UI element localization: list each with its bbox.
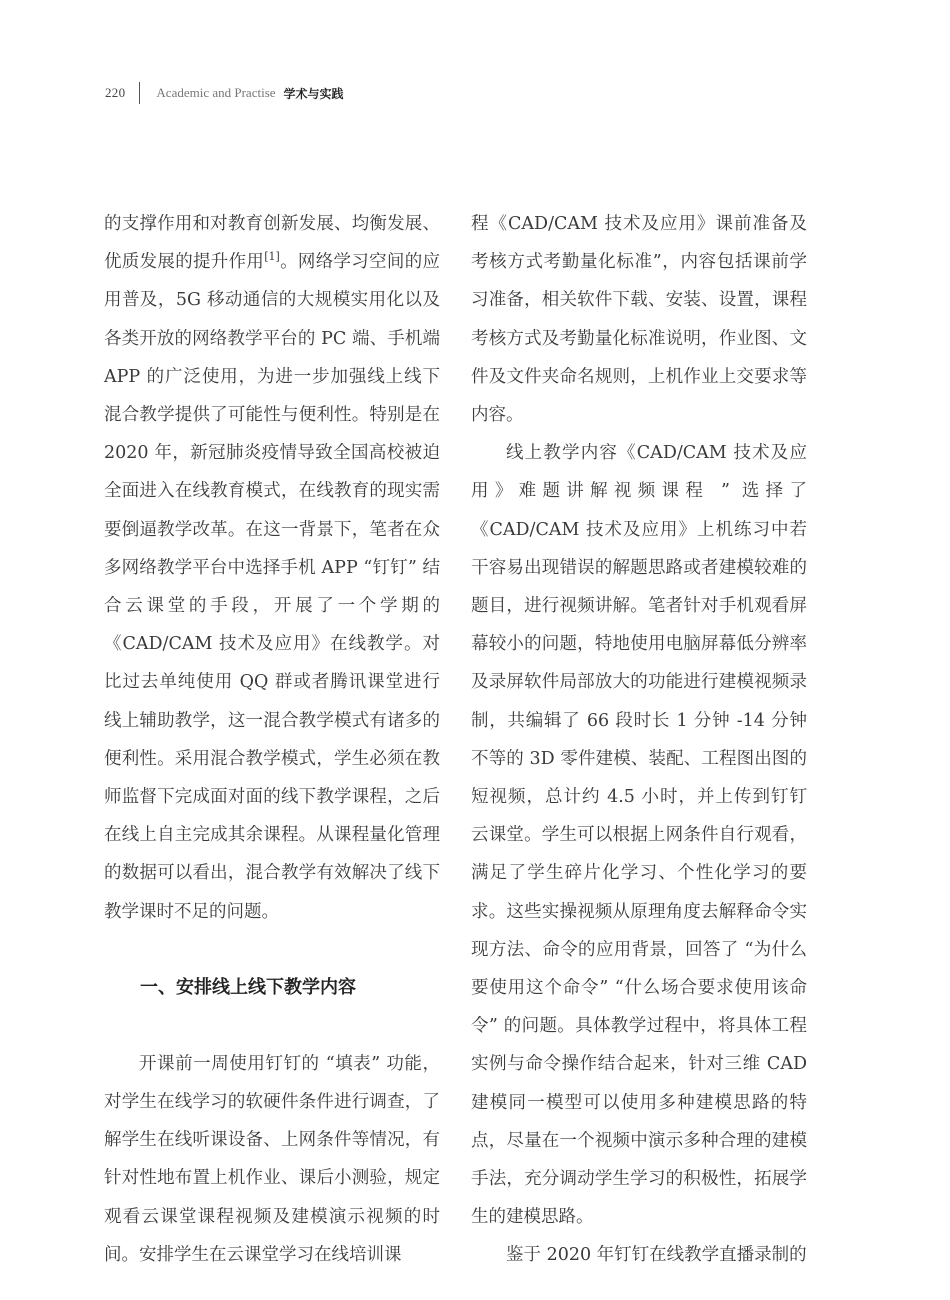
running-header	[105, 81, 344, 105]
left-column	[104, 205, 440, 1274]
paragraph-text: 。网络学习空间的应用普及，5G 移动通信的大规模实用化以及各类开放的网络教学平台的 PC 端、手机端 APP 的广泛使用，为进一步加强线上线下混合教学提供了可能性与便利性。特别是在 2020 年，新冠肺炎疫情导致全国高校被迫全面进入在线教育模式，在线教育的现实需要倒逼教学改革。在这一背景下，笔者在众多网络教学平台中选择手机 APP “钉钉” 结合云课堂的手段，开展了一个学期的《CAD/CAM 技术及应用》在线教学。对比过去单纯使用 QQ 群或者腾讯课堂进行线上辅助教学，这一混合教学模式有诸多的便利性。采用混合教学模式，学生必须在教师监督下完成面对面的线下教学课程，之后在线上自主完成其余课程。从课程量化管理的数据可以看出，混合教学有效解决了线下教学课时不足的问题。	[104, 252, 440, 922]
paragraph: 线上教学内容《CAD/CAM 技术及应用》难题讲解视频课程 ” 选择了《CAD/CAM 技术及应用》上机练习中若干容易出现错误的解题思路或者建模较难的题目，进行视频讲解。笔者针对手机观看屏幕较小的问题，特地使用电脑屏幕低分辨率及录屏软件局部放大的功能进行建模视频录制，共编辑了 66 段时长 1 分钟 -14 分钟不等的 3D 零件建模、装配、工程图出图的短视频，总计约 4.5 小时，并上传到钉钉云课堂。学生可以根据上网条件自行观看，满足了学生碎片化学习、个性化学习的要求。这些实操视频从原理角度去解释命令实现方法、命令的应用背景，回答了 “为什么要使用这个命令” “什么场合要求使用该命令” 的问题。具体教学过程中，将具体工程实例与命令操作结合起来，针对三维 CAD 建模同一模型可以使用多种建模思路的特点，尽量在一个视频中演示多种合理的建模手法，充分调动学生学习的积极性，拓展学生的建模思路。	[471, 443, 807, 1228]
journal-title-en: Academic and Practise	[156, 85, 276, 100]
paragraph: 程《CAD/CAM 技术及应用》课前准备及考核方式考勤量化标准”，内容包括课前学习准备，相关软件下载、安装、设置，课程考核方式及考勤量化标准说明，作业图、文件及文件夹命名规则，上机作业上交要求等内容。	[471, 214, 807, 426]
journal-title-cn: 学术与实践	[283, 86, 344, 101]
right-column	[471, 205, 807, 1275]
page-number: 220	[105, 85, 126, 100]
section-heading: 一、安排线上线下教学内容	[140, 976, 356, 998]
citation-ref: [1]	[264, 250, 280, 264]
paragraph-text: 的支撑作用和对教育创新发展、均衡发展、优质发展的提升作用	[104, 214, 440, 273]
header-divider	[139, 82, 140, 104]
paragraph: 开课前一周使用钉钉的 “填表” 功能，对学生在线学习的软硬件条件进行调查，了解学生在线听课设备、上网条件等情况，有针对性地布置上机作业、课后小测验，规定观看云课堂课程视频及建模演示视频的时间。安排学生在云课堂学习在线培训课	[104, 1053, 440, 1265]
paragraph: 鉴于 2020 年钉钉在线教学直播录制的	[506, 1245, 807, 1266]
paragraph	[104, 205, 440, 931]
